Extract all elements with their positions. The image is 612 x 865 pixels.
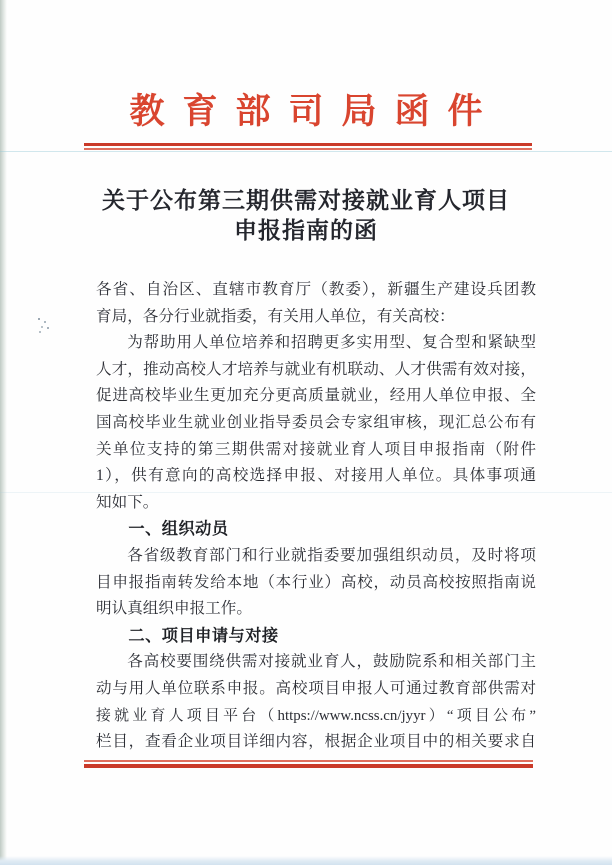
body-line: 为帮助用人单位培养和招聘更多实用型、复合型和紧缺型 bbox=[127, 334, 536, 352]
document-title bbox=[0, 186, 612, 245]
scan-speckle bbox=[38, 318, 40, 320]
section-heading: 二、项目申请与对接 bbox=[128, 626, 279, 645]
footer-rule-thick bbox=[84, 764, 533, 768]
letterhead-rule-thin bbox=[84, 148, 532, 150]
body-line: 各省、自治区、直辖市教育厅（教委），新疆生产建设兵团教 bbox=[96, 281, 536, 298]
document-title-line2: 申报指南的函 bbox=[234, 217, 378, 243]
body-line: 明认真组织申报工作。 bbox=[96, 600, 252, 618]
body-line: 知如下。 bbox=[96, 493, 159, 511]
document-title-line1: 关于公布第三期供需对接就业育人项目 bbox=[102, 188, 510, 213]
body-line: 育局，各分行业就指委，有关用人单位，有关高校： bbox=[96, 307, 455, 325]
section-heading: 一、组织动员 bbox=[128, 520, 229, 539]
body-line: 人才，推动高校人才培养与就业有机联动、人才供需有效对接， bbox=[96, 360, 536, 378]
body-line: 接就业育人项目平台（https://www.ncss.cn/jyyr）“项目公布” bbox=[96, 707, 536, 724]
body-line: 各省级教育部门和行业就指委要加强组织动员，及时将项 bbox=[127, 546, 536, 564]
letterhead-rule bbox=[84, 143, 532, 150]
body-line: 各高校要围绕供需对接就业育人，鼓励院系和相关部门主 bbox=[127, 653, 536, 671]
body-line: 目申报指南转发给本地（本行业）高校，动员高校按照指南说 bbox=[96, 573, 536, 591]
letterhead-title: 教育部司局函件 bbox=[129, 92, 501, 131]
body-line: 动与用人单位联系申报。高校项目申报人可通过教育部供需对 bbox=[96, 679, 536, 697]
letterhead-rule-thick bbox=[84, 143, 532, 146]
footer-rule-thin bbox=[84, 760, 533, 762]
footer-rule bbox=[84, 760, 533, 768]
scan-edge-bottom bbox=[0, 856, 612, 865]
document-body bbox=[96, 277, 536, 756]
body-line: 关单位支持的第三期供需对接就业育人项目申报指南（附件 bbox=[96, 440, 536, 458]
scan-artifact-line bbox=[0, 151, 612, 152]
body-line: 国高校毕业生就业创业指导委员会专家组审核，现汇总公布有 bbox=[96, 413, 536, 431]
body-line: 栏目，查看企业项目详细内容，根据企业项目中的相关要求自 bbox=[96, 733, 536, 751]
body-line: 1），供有意向的高校选择申报、对接用人单位。具体事项通 bbox=[96, 467, 536, 485]
body-line: 促进高校毕业生更加充分更高质量就业，经用人单位申报、全 bbox=[96, 387, 536, 405]
